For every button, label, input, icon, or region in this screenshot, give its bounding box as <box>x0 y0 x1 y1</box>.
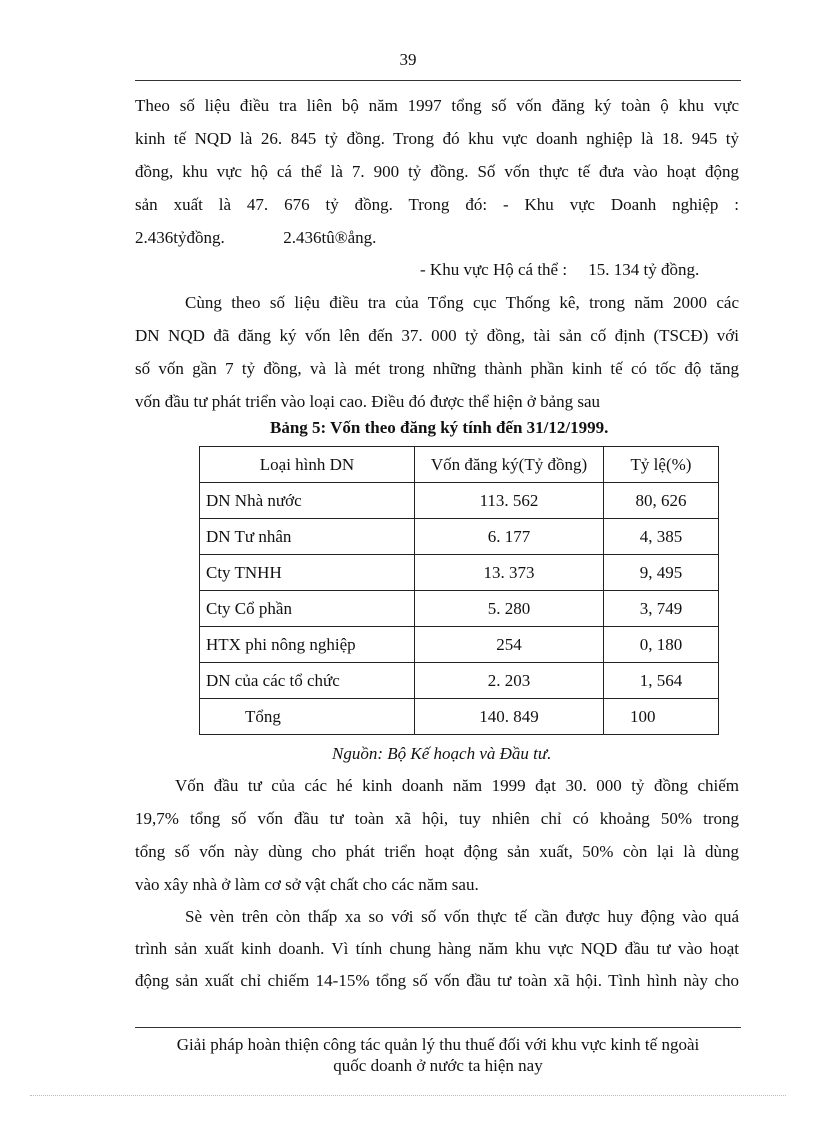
column-header: Tỷ lệ(%) <box>604 447 719 483</box>
table-row <box>200 591 719 627</box>
table-cell: 0, 180 <box>604 627 719 663</box>
paragraph-line: DN NQD đã đăng ký vốn lên đến 37. 000 tỷ đồng, tài sản cố định (TSCĐ) với <box>135 326 739 345</box>
paragraph-line: tổng số vốn này dùng cho phát triển hoạt động sản xuất, 50% còn lại là dùng <box>135 842 739 861</box>
table-caption: Bảng 5: Vốn theo đăng ký tính đến 31/12/1999. <box>270 418 609 437</box>
table-cell: Tổng <box>200 699 415 735</box>
paragraph-line: trình sản xuất kinh doanh. Vì tính chung hàng năm khu vực NQD đầu tư vào hoạt <box>135 939 739 958</box>
table-header-row <box>200 447 719 483</box>
table-cell: DN Nhà nước <box>200 483 415 519</box>
paragraph-line: Sè vèn trên còn thấp xa so với số vốn thực tế cần được huy động vào quá <box>185 907 739 926</box>
table-cell: 4, 385 <box>604 519 719 555</box>
table-row <box>200 555 719 591</box>
paragraph-line: 19,7% tổng số vốn đầu tư toàn xã hội, tuy nhiên chỉ có khoảng 50% trong <box>135 809 739 828</box>
footer-line: quốc doanh ở nước ta hiện nay <box>333 1056 543 1075</box>
table-cell: 9, 495 <box>604 555 719 591</box>
page-number: 39 <box>399 50 417 69</box>
table-row <box>200 483 719 519</box>
table-row <box>200 519 719 555</box>
table-cell: 6. 177 <box>415 519 604 555</box>
table-cell: 1, 564 <box>604 663 719 699</box>
table-cell: Cty TNHH <box>200 555 415 591</box>
paragraph-line: kinh tế NQD là 26. 845 tỷ đồng. Trong đó khu vực doanh nghiệp là 18. 945 tỷ <box>135 129 739 148</box>
table-source: Nguồn: Bộ Kế hoạch và Đầu tư. <box>332 744 552 763</box>
page-footer <box>135 1034 741 1076</box>
paragraph-line: - Khu vực Hộ cá thể : 15. 134 tỷ đồng. <box>420 260 700 279</box>
table-cell: HTX phi nông nghiệp <box>200 627 415 663</box>
footer-rule <box>135 1027 741 1028</box>
table-cell: 80, 626 <box>604 483 719 519</box>
table-cell: 5. 280 <box>415 591 604 627</box>
paragraph-line: Vốn đầu tư của các hé kinh doanh năm 1999 đạt 30. 000 tỷ đồng chiếm <box>175 776 739 795</box>
amount-text-garbled: 2.436tû®ång. <box>283 228 377 247</box>
table-cell: 100 <box>604 699 719 735</box>
table-cell: 113. 562 <box>415 483 604 519</box>
table-row <box>200 663 719 699</box>
column-header: Vốn đăng ký(Tỷ đồng) <box>415 447 604 483</box>
table-cell: 254 <box>415 627 604 663</box>
paragraph-line <box>135 227 739 249</box>
table-cell: DN của các tổ chức <box>200 663 415 699</box>
capital-table <box>199 446 719 735</box>
table-cell: DN Tư nhân <box>200 519 415 555</box>
column-header: Loại hình DN <box>200 447 415 483</box>
table-cell: 2. 203 <box>415 663 604 699</box>
table-cell: 140. 849 <box>415 699 604 735</box>
paragraph-line: vào xây nhà ở làm cơ sở vật chất cho các năm sau. <box>135 875 479 894</box>
paragraph-line: số vốn gần 7 tỷ đồng, và là mét trong những thành phần kinh tế có tốc độ tăng <box>135 359 739 378</box>
table-cell: 3, 749 <box>604 591 719 627</box>
table-cell: Cty Cổ phần <box>200 591 415 627</box>
paragraph-line: Cùng theo số liệu điều tra của Tổng cục Thống kê, trong năm 2000 các <box>185 293 739 312</box>
footer-line: Giải pháp hoàn thiện công tác quản lý thu thuế đối với khu vực kinh tế ngoài <box>176 1035 700 1054</box>
page-bottom-border <box>30 1095 786 1096</box>
paragraph-line: sản xuất là 47. 676 tỷ đồng. Trong đó: - Khu vực Doanh nghiệp : <box>135 195 739 214</box>
paragraph-line: Theo số liệu điều tra liên bộ năm 1997 tổng số vốn đăng ký toàn ộ khu vực <box>135 96 739 115</box>
header-rule <box>135 80 741 81</box>
amount-text: 2.436tỷđồng. <box>135 228 225 247</box>
table-cell: 13. 373 <box>415 555 604 591</box>
paragraph-line: đồng, khu vực hộ cá thể là 7. 900 tỷ đồng. Số vốn thực tế đưa vào hoạt động <box>135 162 739 181</box>
paragraph-line: vốn đầu tư phát triển vào loại cao. Điều đó được thể hiện ở bảng sau <box>135 392 601 411</box>
paragraph-line: động sản xuất chỉ chiếm 14-15% tổng số vốn đầu tư toàn xã hội. Tình hình này cho <box>135 971 739 990</box>
table-total-row <box>200 699 719 735</box>
table-row <box>200 627 719 663</box>
